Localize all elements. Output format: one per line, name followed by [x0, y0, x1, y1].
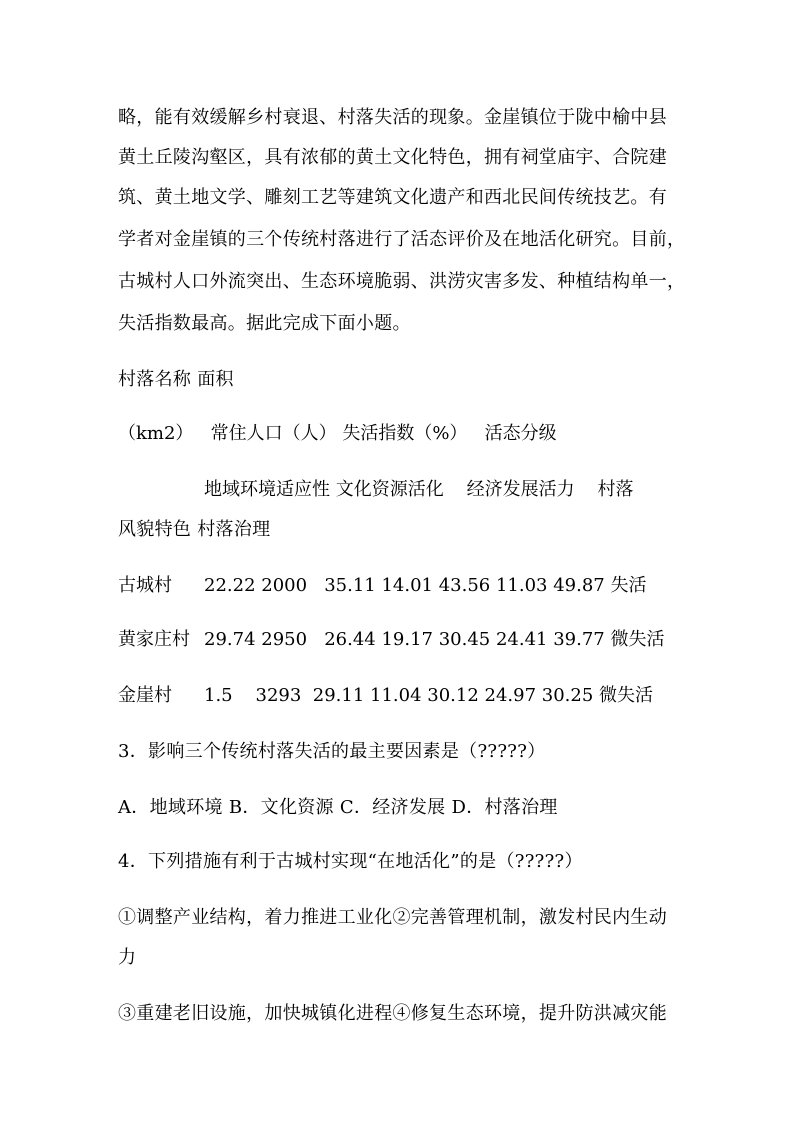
question-4-line-1: ①调整产业结构，着力推进工业化②完善管理机制，激发村民内生动	[118, 907, 667, 928]
table-header-row-1: 村落名称 面积	[118, 369, 234, 390]
question-4-stem: 4．下列措施有利于古城村实现“在地活化”的是（?????）	[118, 851, 583, 872]
table-row-name: 黄家庄村	[118, 629, 190, 650]
table-row-values: 1.5 3293 29.11 11.04 30.12 24.97 30.25 微失活	[204, 685, 654, 706]
question-3-stem: 3．影响三个传统村落失活的最主要因素是（?????）	[118, 741, 546, 762]
table-header-row-2: （km2） 常住人口（人） 失活指数（%） 活态分级	[118, 423, 557, 444]
intro-line-4: 学者对金崖镇的三个传统村落进行了活态评价及在地活化研究。目前，	[118, 229, 686, 250]
question-4-line-3: ③重建老旧设施，加快城镇化进程④修复生态环境，提升防洪减灾能	[118, 1003, 667, 1024]
intro-line-6: 失活指数最高。据此完成下面小题。	[118, 313, 411, 334]
table-row-name: 金崖村	[118, 685, 172, 706]
table-row-values: 29.74 2950 26.44 19.17 30.45 24.41 39.77 微失活	[204, 629, 665, 650]
intro-line-2: 黄土丘陵沟壑区，具有浓郁的黄土文化特色，拥有祠堂庙宇、合院建	[118, 147, 667, 168]
intro-line-5: 古城村人口外流突出、生态环境脆弱、洪涝灾害多发、种植结构单一，	[118, 271, 686, 292]
intro-line-1: 略，能有效缓解乡村衰退、村落失活的现象。金崖镇位于陇中榆中县	[118, 107, 667, 128]
table-header-row-3: 地域环境适应性 文化资源活化 经济发展活力 村落	[204, 479, 634, 500]
question-4-line-2: 力	[118, 947, 137, 968]
table-row-name: 古城村	[118, 575, 172, 596]
table-header-row-4: 风貌特色 村落治理	[118, 519, 271, 540]
table-row-values: 22.22 2000 35.11 14.01 43.56 11.03 49.87 失活	[204, 575, 647, 596]
question-3-options: A．地域环境 B．文化资源 C．经济发展 D．村落治理	[118, 797, 558, 818]
intro-line-3: 筑、黄土地文学、雕刻工艺等建筑文化遗产和西北民间传统技艺。有	[118, 187, 667, 208]
